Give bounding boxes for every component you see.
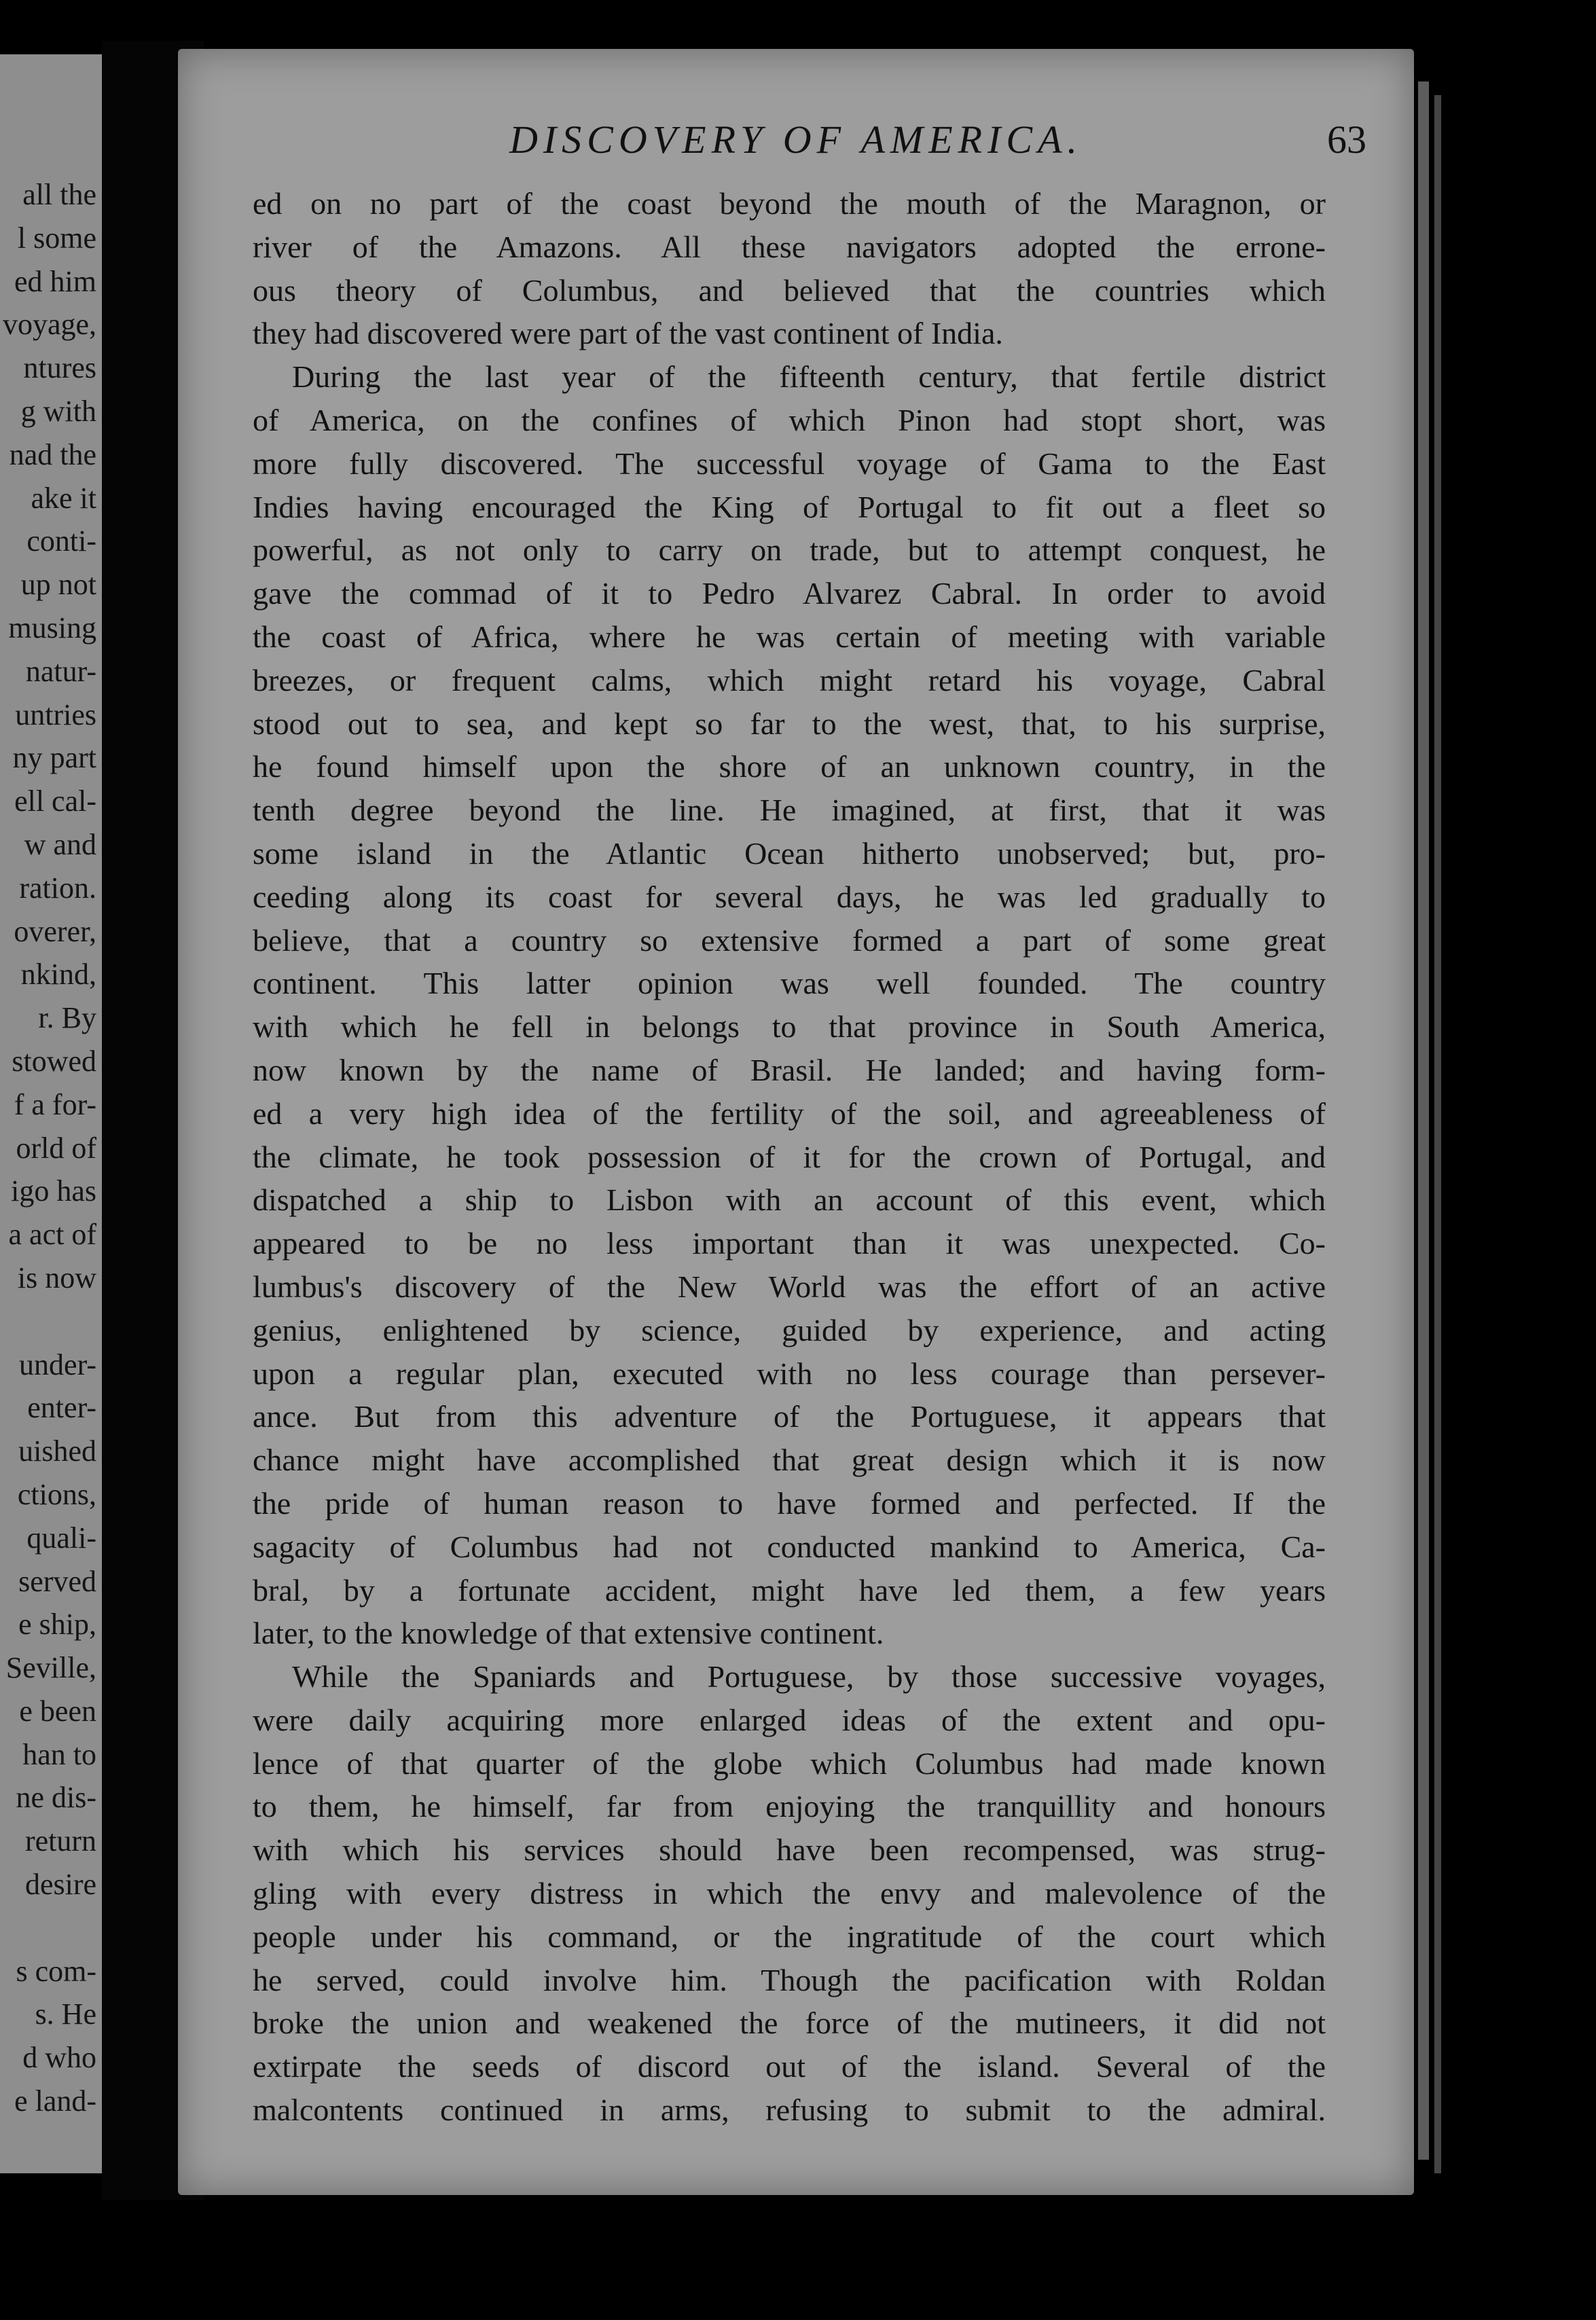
left-page-line: all the bbox=[22, 178, 96, 211]
text-line: ed a very high idea of the fertility of the soil, and agreeableness of bbox=[253, 1095, 1326, 1131]
text-line: he found himself upon the shore of an unknown country, in the bbox=[253, 749, 1326, 784]
text-line: river of the Amazons. All these navigators adopted the errone- bbox=[253, 229, 1326, 264]
text-line: now known by the name of Brasil. He landed; and having form- bbox=[253, 1052, 1326, 1087]
page-number: 63 bbox=[1327, 117, 1366, 162]
text-line: tenth degree beyond the line. He imagined, at first, that it was bbox=[253, 793, 1326, 828]
left-page-line: ell cal- bbox=[14, 784, 96, 818]
left-page-line: stowed bbox=[12, 1044, 96, 1078]
page-edge bbox=[1418, 81, 1429, 2160]
left-page-line: f a for- bbox=[14, 1087, 96, 1121]
text-line: powerful, as not only to carry on trade, but to attempt conquest, he bbox=[253, 532, 1326, 568]
left-page-line: desire bbox=[24, 1868, 96, 1902]
text-line: dispatched a ship to Lisbon with an account of this event, which bbox=[253, 1182, 1326, 1218]
text-line: chance might have accomplished that great design which it is now bbox=[253, 1443, 1326, 1478]
text-line: ceeding along its coast for several days, he was led gradually to bbox=[253, 879, 1326, 914]
text-line: malcontents continued in arms, refusing to submit to the admiral. bbox=[253, 2092, 1326, 2128]
left-page-line: han to bbox=[22, 1737, 96, 1771]
left-page-line: s com- bbox=[16, 1954, 96, 1988]
text-line: appeared to be no less important than it was unexpected. Co- bbox=[253, 1226, 1326, 1261]
text-line: ed on no part of the coast beyond the mouth of the Maragnon, or bbox=[253, 186, 1326, 221]
text-line: with which he fell in belongs to that province in South America, bbox=[253, 1009, 1326, 1045]
text-line: genius, enlightened by science, guided by experience, and acting bbox=[253, 1312, 1326, 1347]
left-page-line: ctions, bbox=[17, 1477, 96, 1511]
left-page-line bbox=[1, 1906, 96, 1950]
left-page-line: under- bbox=[19, 1347, 96, 1381]
left-page-line: igo has bbox=[11, 1174, 96, 1208]
left-page-line bbox=[1, 1300, 96, 1343]
text-line: believe, that a country so extensive formed a part of some great bbox=[253, 922, 1326, 958]
left-facing-page bbox=[0, 54, 102, 2173]
text-line: people under his command, or the ingratitude of the court which bbox=[253, 1919, 1326, 1954]
left-page-line: Seville, bbox=[5, 1651, 96, 1685]
text-line: to them, he himself, far from enjoying the tranquillity and honours bbox=[253, 1789, 1326, 1824]
text-line: upon a regular plan, executed with no less courage than persever- bbox=[253, 1356, 1326, 1391]
text-line: gling with every distress in which the envy and malevolence of the bbox=[253, 1876, 1326, 1911]
left-page-line: e land- bbox=[14, 2084, 96, 2118]
body-text bbox=[253, 182, 1326, 2132]
text-line: bral, by a fortunate accident, might have led them, a few years bbox=[253, 1572, 1326, 1608]
left-page-line: return bbox=[24, 1824, 96, 1858]
left-page-line: d who bbox=[22, 2041, 96, 2075]
text-line: sagacity of Columbus had not conducted mankind to America, Ca- bbox=[253, 1529, 1326, 1564]
left-page-line: ntures bbox=[23, 351, 96, 385]
left-page-line: enter- bbox=[27, 1391, 96, 1425]
left-page-line: ration. bbox=[19, 871, 96, 905]
left-page-line: l some bbox=[17, 221, 96, 255]
text-line: some island in the Atlantic Ocean hitherto unobserved; but, pro- bbox=[253, 835, 1326, 871]
left-page-line: a act of bbox=[8, 1218, 96, 1252]
running-head: DISCOVERY OF AMERICA. bbox=[509, 117, 1083, 162]
text-line: they had discovered were part of the vast continent of India. bbox=[253, 316, 1003, 351]
text-line: lumbus's discovery of the New World was the effort of an active bbox=[253, 1269, 1326, 1304]
text-line: later, to the knowledge of that extensive continent. bbox=[253, 1616, 884, 1651]
text-line: the coast of Africa, where he was certain of meeting with variable bbox=[253, 619, 1326, 654]
text-line: gave the commad of it to Pedro Alvarez Cabral. In order to avoid bbox=[253, 576, 1326, 611]
text-line: he served, could involve him. Though the pacification with Roldan bbox=[253, 1962, 1326, 1997]
left-page-line: e been bbox=[19, 1694, 96, 1728]
left-page-line: g with bbox=[20, 394, 96, 428]
text-line: continent. This latter opinion was well founded. The country bbox=[253, 966, 1326, 1001]
left-page-line: ne dis- bbox=[16, 1781, 96, 1815]
left-page-line: served bbox=[18, 1564, 96, 1598]
left-page-line: up not bbox=[20, 568, 96, 602]
text-line: During the last year of the fifteenth century, that fertile district bbox=[292, 359, 1326, 395]
left-page-line: orld of bbox=[16, 1131, 96, 1165]
left-page-line: nkind, bbox=[20, 958, 96, 992]
text-line: the pride of human reason to have formed and perfected. If the bbox=[253, 1485, 1326, 1521]
text-line: more fully discovered. The successful voyage of Gama to the East bbox=[253, 446, 1326, 481]
left-page-line: ed him bbox=[14, 264, 96, 298]
left-page-line: ake it bbox=[31, 481, 96, 515]
text-line: lence of that quarter of the globe which Columbus had made known bbox=[253, 1745, 1326, 1781]
left-page-line: is now bbox=[17, 1261, 96, 1294]
book-page bbox=[178, 49, 1414, 2195]
left-page-line: s. He bbox=[35, 1997, 96, 2031]
left-page-line: overer, bbox=[14, 914, 96, 948]
text-line: broke the union and weakened the force of the mutineers, it did not bbox=[253, 2006, 1326, 2041]
left-page-line: uished bbox=[18, 1434, 96, 1468]
text-line: extirpate the seeds of discord out of the island. Several of the bbox=[253, 2049, 1326, 2084]
left-page-line: untries bbox=[15, 697, 96, 731]
left-page-line: natur- bbox=[25, 654, 96, 688]
left-page-line: w and bbox=[24, 827, 96, 861]
text-line: While the Spaniards and Portuguese, by those successive voyages, bbox=[292, 1659, 1326, 1694]
left-page-line: quali- bbox=[26, 1521, 96, 1555]
text-line: ous theory of Columbus, and believed that the countries which bbox=[253, 272, 1326, 308]
left-page-line: e ship, bbox=[18, 1608, 96, 1642]
text-line: the climate, he took possession of it for the crown of Portugal, and bbox=[253, 1139, 1326, 1174]
text-line: with which his services should have been recompensed, was strug- bbox=[253, 1832, 1326, 1868]
left-page-line: conti- bbox=[26, 524, 96, 558]
text-line: breezes, or frequent calms, which might retard his voyage, Cabral bbox=[253, 662, 1326, 697]
text-line: ance. But from this adventure of the Portuguese, it appears that bbox=[253, 1399, 1326, 1434]
text-line: of America, on the confines of which Pinon had stopt short, was bbox=[253, 402, 1326, 437]
left-page-text-fragments bbox=[1, 173, 96, 2123]
left-page-line: r. By bbox=[38, 1001, 96, 1035]
text-line: Indies having encouraged the King of Portugal to fit out a fleet so bbox=[253, 489, 1326, 524]
page-edge bbox=[1434, 95, 1441, 2173]
left-page-line: nad the bbox=[9, 437, 96, 471]
left-page-line: ny part bbox=[12, 741, 96, 775]
text-line: stood out to sea, and kept so far to the west, that, to his surprise, bbox=[253, 706, 1326, 741]
left-page-line: musing bbox=[8, 611, 96, 645]
text-line: were daily acquiring more enlarged ideas of the extent and opu- bbox=[253, 1702, 1326, 1737]
left-page-line: voyage, bbox=[2, 308, 96, 342]
